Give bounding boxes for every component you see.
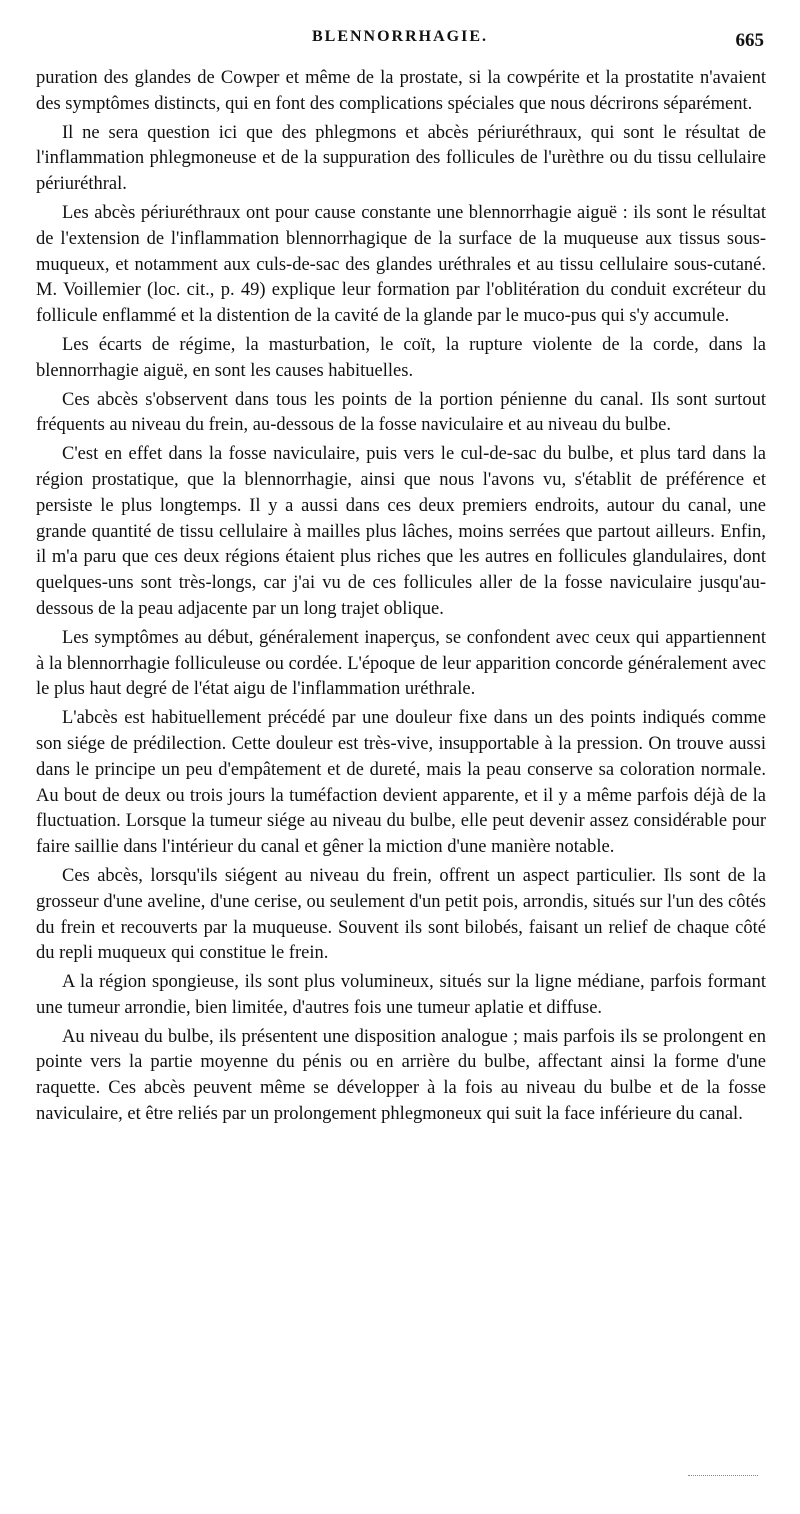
page-number: 665 [735,30,764,51]
paragraph: C'est en effet dans la fosse naviculaire, puis vers le cul-de-sac du bulbe, et plus tard dans la région prostatique, que la blennorrhagie, ainsi que nous l'avons vu, s'établit de préférence et persiste le plus longtemps. Il y a aussi dans ces deux premiers endroits, autour du canal, une grande quantité de tissu cellulaire à mailles plus lâches, moins serrées que partout ailleurs. Enfin, il m'a paru que ces deux régions étaient plus riches que les autres en follicules glandulaires, dont quelques-uns sont très-longs, car j'ai vu de ces follicules aller de la fosse naviculaire jusqu'au-dessous de la peau adjacente par un long trajet oblique. [36,444,766,619]
paragraph: Ces abcès, lorsqu'ils siégent au niveau du frein, offrent un aspect particulier. Ils sont de la grosseur d'une aveline, d'une cerise, ou seulement d'un petit pois, arrondis, situés sur l'un des côtés du frein et recouverts par la muqueuse. Souvent ils sont bilobés, faisant un relief de chaque côté du repli muqueux qui constitue le frein. [36,865,766,964]
paragraph: Les abcès périuréthraux ont pour cause constante une blennorrhagie aiguë : ils sont le résultat de l'extension de l'inflammation blennorrhagique de la surface de la muqueuse aux tissus sous-muqueux, et notamment aux culs-de-sac des glandes uréthrales et au tissu cellulaire sous-cutané. M. Voillemier (loc. cit., p. 49) explique leur formation par l'oblitération du conduit excréteur du follicule enflammé et la distention de la cavité de la glande par le muco-pus qui s'y accumule. [36,202,766,327]
paragraph: Les symptômes au début, généralement inaperçus, se confondent avec ceux qui appartiennent à la blennorrhagie folliculeuse ou cordée. L'époque de leur apparition concorde généralement avec le plus haut degré de l'état aigu de l'inflammation uréthrale. [36,627,766,700]
paragraph: Il ne sera question ici que des phlegmons et abcès périuréthraux, qui sont le résultat de l'inflammation phlegmoneuse et de la suppuration des follicules de l'urèthre ou du tissu cellulaire périuréthral. [36,122,766,195]
paragraph-continuation: puration des glandes de Cowper et même de la prostate, si la cowpérite et la prostatite n'avaient des symptômes distincts, qui en font des complications spéciales que nous décrirons séparément. [36,68,766,114]
paragraph: Les écarts de régime, la masturbation, le coït, la rupture violente de la corde, dans la blennorrhagie aiguë, en sont les causes habituelles. [36,334,766,381]
running-header [36,22,764,52]
paragraph: Ces abcès s'observent dans tous les points de la portion pénienne du canal. Ils sont surtout fréquents au niveau du frein, au-dessous de la fosse naviculaire et au niveau du bulbe. [36,389,766,436]
running-title: BLENNORRHAGIE. [311,28,489,45]
footer-dotted-rule [688,1475,758,1476]
paragraph: Au niveau du bulbe, ils présentent une disposition analogue ; mais parfois ils se prolongent en pointe vers la partie moyenne du pénis ou en arrière du bulbe, affectant ainsi la forme d'une raquette. Ces abcès peuvent même se développer à la fois au niveau du bulbe et de la fosse naviculaire, et être reliés par un prolongement phlegmoneux qui suit la face inférieure du canal. [36,1026,766,1125]
paragraph: L'abcès est habituellement précédé par une douleur fixe dans un des points indiqués comme son siége de prédilection. Cette douleur est très-vive, insupportable à la pression. On trouve aussi dans le principe un peu d'empâtement et de dureté, mais la peau conserve sa coloration normale. Au bout de deux ou trois jours la tuméfaction devient apparente, et il y a même parfois déjà de la fluctuation. Lorsque la tumeur siége au niveau du bulbe, elle peut devenir assez considérable pour faire saillie dans l'intérieur du canal et gêner la miction d'une manière notable. [36,708,766,858]
body-text [36,66,766,1131]
paragraph: A la région spongieuse, ils sont plus volumineux, situés sur la ligne médiane, parfois formant une tumeur arrondie, bien limitée, d'autres fois une tumeur aplatie et diffuse. [36,972,766,1018]
